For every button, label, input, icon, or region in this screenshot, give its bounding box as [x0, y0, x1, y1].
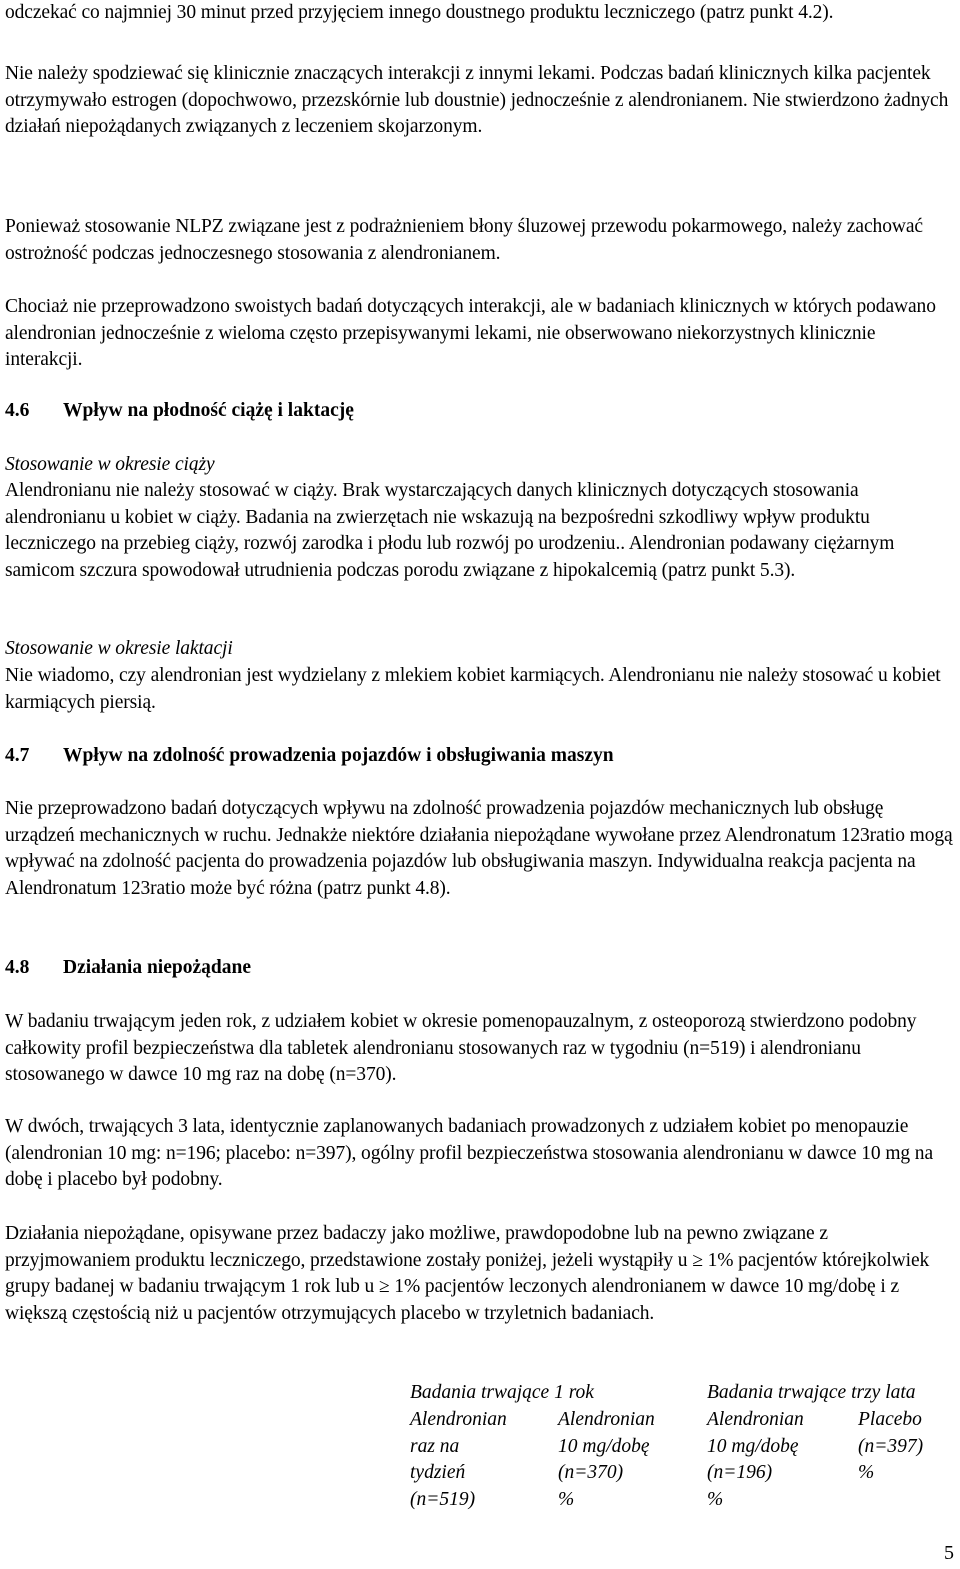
- paragraph-interactions-estrogen: Nie należy spodziewać się klinicznie znaczących interakcji z innymi lekami. Podczas badań klinicznych kilka pacjentek otrzymywało estrogen (dopochwowo, przezskórnie lub doustnie) jednocześnie z alendronianem. Nie stwierdzono żadnych działań niepożądanych związanych z leczeniem skojarzonym.: [5, 63, 949, 138]
- table-cell: %: [707, 1489, 724, 1511]
- subheading-lactation: Stosowanie w okresie laktacji: [5, 638, 233, 659]
- table-cell: (n=397): [858, 1435, 924, 1457]
- paragraph-adverse-reactions: Działania niepożądane, opisywane przez badaczy jako możliwe, prawdopodobne lub na pewno związane z przyjmowaniem produktu leczniczego, przedstawione zostały poniżej, jeżeli wystąpiły u ≥ 1% pacjentów którejkolwiek grupy badanej w badaniu trwającym 1 rok lub u ≥ 1% pacjentów leczonych alendronianem w dawce 10 mg/dobę i z większą częstością niż u pacjentów otrzymujących placebo w trzyletnich badaniach.: [5, 1223, 930, 1324]
- table-row: [410, 1460, 955, 1487]
- table-cell: %: [558, 1489, 575, 1511]
- section-heading-4-8: [5, 955, 955, 982]
- section-number: 4.7: [5, 745, 30, 766]
- group-three-years: Badania trwające trzy lata: [707, 1382, 916, 1403]
- section-title: Wpływ na zdolność prowadzenia pojazdów i obsługiwania maszyn: [63, 745, 614, 766]
- table-cell: 10 mg/dobę: [707, 1435, 799, 1457]
- adverse-reactions-table-header: [410, 1380, 955, 1514]
- section-number: 4.8: [5, 957, 30, 978]
- paragraph-three-year-studies: W dwóch, trwających 3 lata, identycznie zaplanowanych badaniach prowadzonych z udziałem kobiet po menopauzie (alendronian 10 mg: n=196; placebo: n=397), ogólny profil bezpieczeństwa stosowania alendronianu w dawce 10 mg na dobę i placebo był podobny.: [5, 1116, 934, 1191]
- table-row: [410, 1434, 955, 1461]
- table-cell: (n=370): [558, 1462, 624, 1484]
- table-cell: Placebo: [858, 1408, 922, 1430]
- table-row: [410, 1487, 955, 1514]
- table-cell: %: [858, 1462, 875, 1484]
- table-row: [410, 1407, 955, 1434]
- table-cell: Alendronian: [707, 1408, 804, 1430]
- section-heading-4-7: [5, 743, 955, 770]
- page-number: 5: [944, 1542, 954, 1564]
- table-cell: Alendronian: [558, 1408, 655, 1430]
- table-cell: 10 mg/dobę: [558, 1435, 650, 1457]
- paragraph-interaction-timing: odczekać co najmniej 30 minut przed przyjęciem innego doustnego produktu leczniczego (patrz punkt 4.2).: [5, 2, 834, 23]
- paragraph-no-studies: Chociaż nie przeprowadzono swoistych badań dotyczących interakcji, ale w badaniach klinicznych w których podawano alendronian jednocześnie z wieloma często przepisywanymi lekami, nie obserwowano niekorzystnych klinicznie interakcji.: [5, 296, 936, 371]
- table-cell: raz na: [410, 1435, 460, 1457]
- table-cell: tydzień: [410, 1462, 466, 1484]
- table-group-header: [410, 1380, 955, 1407]
- section-heading-4-6: [5, 398, 955, 425]
- paragraph-one-year-study: W badaniu trwającym jeden rok, z udziałem kobiet w okresie pomenopauzalnym, z osteoporozą stwierdzono podobny całkowity profil bezpieczeństwa dla tabletek alendronianu stosowanych raz w tygodniu (n=519) i alendronianu stosowanego w dawce 10 mg raz na dobę (n=370).: [5, 1011, 917, 1086]
- section-title: Działania niepożądane: [63, 957, 251, 978]
- section-title: Wpływ na płodność ciążę i laktację: [63, 400, 354, 421]
- paragraph-pregnancy: Alendronianu nie należy stosować w ciąży. Brak wystarczających danych klinicznych dotyczących stosowania alendronianu u kobiet w ciąży. Badania na zwierzętach nie wskazują na bezpośredni szkodliwy wpływ produktu leczniczego na przebieg ciąży, rozwój zarodka i płodu lub rozwój po urodzeniu.. Alendronian podawany ciężarnym samicom szczura spowodował utrudnienia podczas porodu związane z hipokalcemią (patrz punkt 5.3).: [5, 480, 895, 581]
- paragraph-driving: Nie przeprowadzono badań dotyczących wpływu na zdolność prowadzenia pojazdów mechanicznych lub obsługę urządzeń mechanicznych w ruchu. Jednakże niektóre działania niepożądane wywołane przez Alendronatum 123ratio mogą wpływać na zdolność pacjenta do prowadzenia pojazdów lub obsługiwania maszyn. Indywidualna reakcja pacjenta na Alendronatum 123ratio może być różna (patrz punkt 4.8).: [5, 798, 953, 899]
- paragraph-nsaid: Ponieważ stosowanie NLPZ związane jest z podrażnieniem błony śluzowej przewodu pokarmowego, należy zachować ostrożność podczas jednoczesnego stosowania z alendronianem.: [5, 216, 923, 264]
- table-cell: (n=519): [410, 1489, 476, 1511]
- paragraph-lactation: Nie wiadomo, czy alendronian jest wydzielany z mlekiem kobiet karmiących. Alendronianu nie należy stosować u kobiet karmiących piersią.: [5, 665, 941, 713]
- subheading-pregnancy: Stosowanie w okresie ciąży: [5, 454, 215, 475]
- table-cell: (n=196): [707, 1462, 773, 1484]
- section-number: 4.6: [5, 400, 30, 421]
- group-one-year: Badania trwające 1 rok: [410, 1382, 594, 1403]
- table-cell: Alendronian: [410, 1408, 507, 1430]
